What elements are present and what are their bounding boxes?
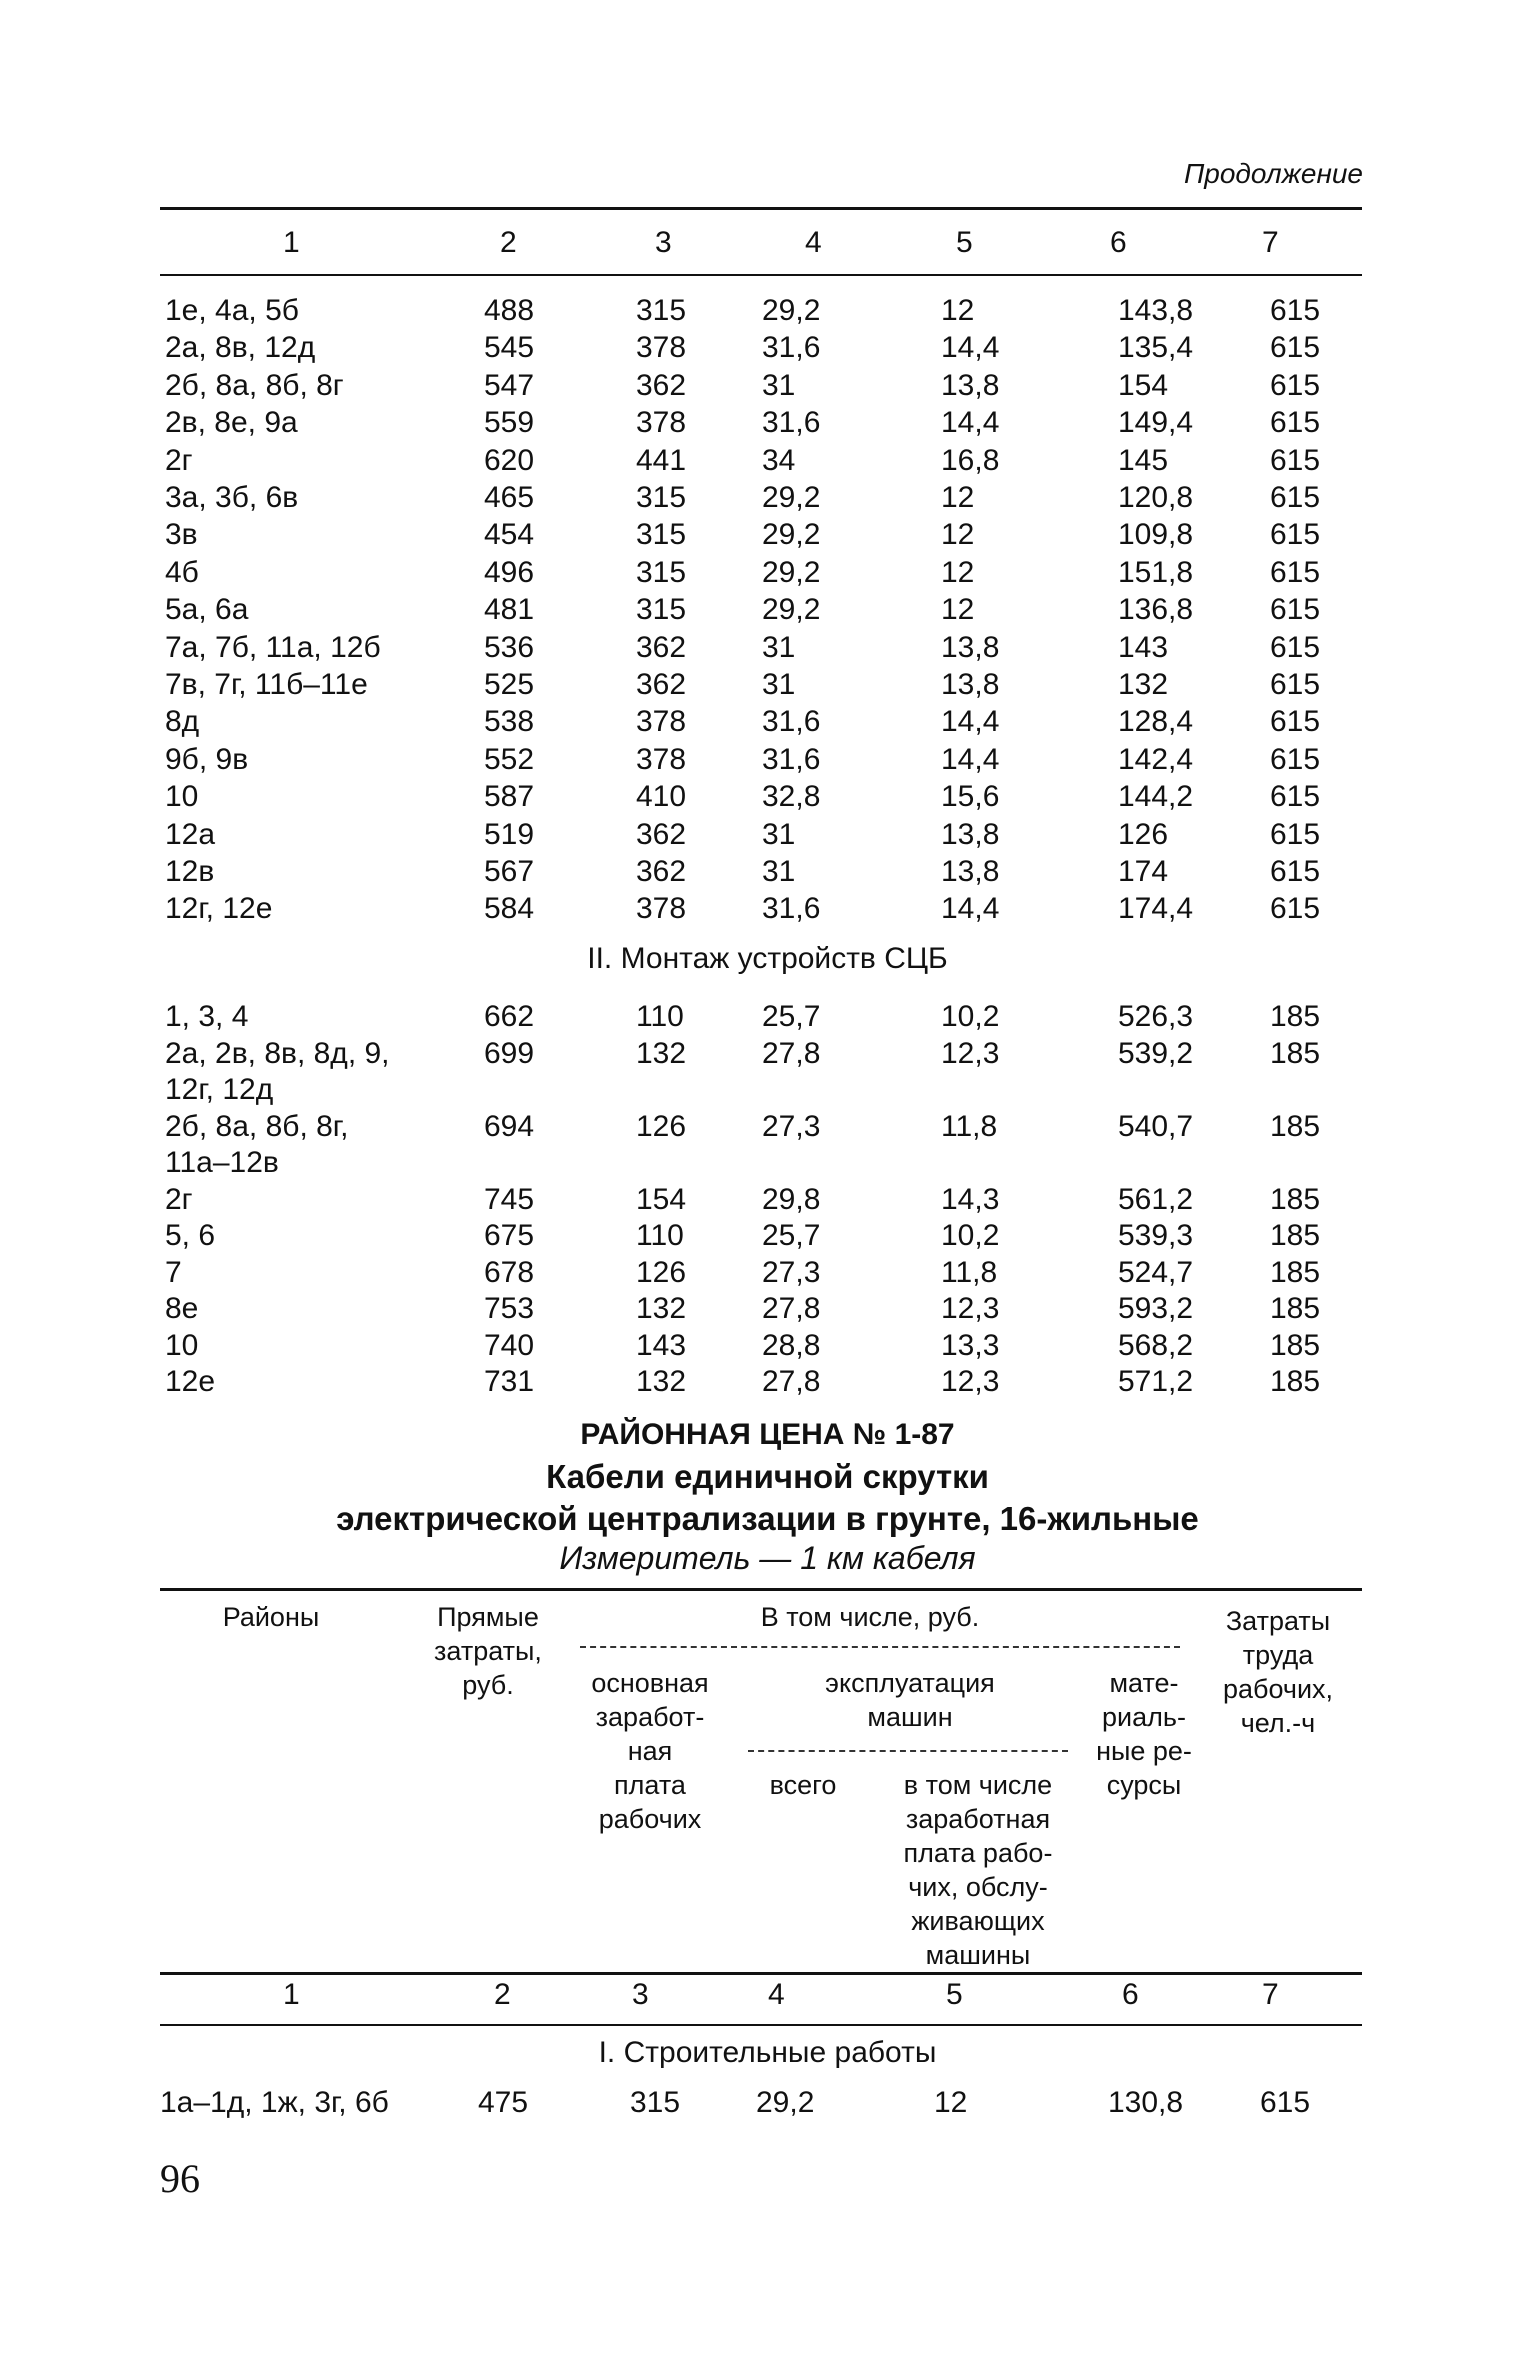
header-districts: Районы: [222, 1602, 320, 1632]
cell-direct: 584: [484, 892, 535, 926]
cell-materials: 561,2: [1118, 1182, 1194, 1216]
cell-machine-wage: 14,4: [941, 892, 1000, 926]
cell-labor: 615: [1270, 481, 1321, 514]
cell-wage: 378: [636, 742, 687, 776]
cell-district: 12е: [165, 1365, 216, 1398]
cell-direct: 587: [484, 780, 535, 814]
cell-machine-total: 29,2: [762, 294, 821, 327]
cell-labor: 185: [1270, 1000, 1321, 1033]
table-top-rule: [160, 207, 1362, 210]
cell-labor: 615: [1270, 368, 1321, 402]
cell-district: 1, 3, 4: [165, 1000, 249, 1033]
header-incl-wage: в том числе заработная плата рабо- чих, обслу- живающих машины: [903, 1770, 1053, 1970]
table-row: [0, 404, 1535, 442]
cell-labor: 185: [1270, 1219, 1321, 1252]
cell-district: 12в: [165, 855, 215, 888]
cell-district: 3а, 3б, 6в: [165, 481, 299, 514]
cell-machine-wage: 13,8: [941, 368, 1000, 402]
cell-machine-total: 28,8: [762, 1328, 821, 1362]
t2-col-num-1: 1: [283, 1978, 300, 2011]
cell-materials: 174: [1118, 855, 1169, 888]
cell-machine-total: 31: [762, 668, 796, 701]
cell-labor: 615: [1270, 742, 1321, 776]
table-row: [0, 2084, 1535, 2122]
table-row: [0, 666, 1535, 704]
cell-wage: 362: [636, 817, 687, 851]
cell-district: 9б, 9в: [165, 742, 249, 776]
cell-labor: 615: [1270, 705, 1321, 739]
cell-machine-total: 31: [762, 855, 796, 888]
cell-district: 10: [165, 780, 199, 814]
table-row: [0, 1181, 1535, 1219]
cell-direct: 536: [484, 630, 535, 664]
cell-materials: 130,8: [1108, 2086, 1184, 2119]
cell-direct: 545: [484, 331, 535, 365]
t2-col-num-5: 5: [946, 1978, 963, 2011]
cell-machine-total: 27,8: [762, 1036, 821, 1070]
t2-col-num-6: 6: [1122, 1978, 1139, 2011]
cell-machine-total: 27,8: [762, 1292, 821, 1325]
table-row: [0, 703, 1535, 741]
table-row: [0, 292, 1535, 330]
table-row: [0, 479, 1535, 517]
cell-direct: 475: [478, 2086, 529, 2119]
cell-machine-wage: 14,4: [941, 705, 1000, 739]
cell-labor: 615: [1260, 2086, 1311, 2119]
cell-materials: 109,8: [1118, 518, 1194, 552]
table2-column-number-row: [0, 1976, 1535, 2014]
header-direct-costs: Прямые затраты, руб.: [434, 1602, 542, 1700]
page-number: 96: [160, 2156, 200, 2201]
cell-wage: 132: [636, 1365, 687, 1398]
cell-district: 10: [165, 1328, 199, 1362]
table-row: [0, 853, 1535, 891]
header-divider-2: [748, 1750, 1068, 1752]
cell-district: 12г, 12е: [165, 892, 273, 926]
cell-district: 7в, 7г, 11б–11е: [165, 668, 368, 701]
cell-machine-total: 25,7: [762, 1000, 821, 1033]
cell-machine-wage: 13,3: [941, 1328, 1000, 1362]
cell-district: 1е, 4а, 5б: [165, 294, 299, 327]
cell-labor: 185: [1270, 1365, 1321, 1398]
cell-wage: 132: [636, 1292, 687, 1325]
cell-materials: 128,4: [1118, 705, 1194, 739]
header-bottom-rule: [160, 274, 1362, 276]
table2-top-rule: [160, 1588, 1362, 1591]
table-row: [0, 367, 1535, 405]
cell-machine-wage: 13,8: [941, 855, 1000, 888]
cell-machine-total: 31,6: [762, 742, 821, 776]
cell-machine-wage: 12,3: [941, 1365, 1000, 1398]
cell-wage: 441: [636, 443, 687, 477]
cell-machine-wage: 13,8: [941, 630, 1000, 664]
cell-machine-total: 31,6: [762, 892, 821, 926]
cell-district: 2а, 2в, 8в, 8д, 9,: [165, 1036, 390, 1070]
cell-machine-total: 31,6: [762, 406, 821, 440]
cell-wage: 315: [636, 555, 687, 589]
cell-direct: 519: [484, 817, 535, 851]
cell-labor: 615: [1270, 555, 1321, 589]
table-row: [0, 442, 1535, 480]
cell-machine-total: 34: [762, 443, 796, 477]
table-row: [0, 998, 1535, 1036]
cell-wage: 315: [630, 2086, 681, 2119]
cell-wage: 378: [636, 892, 687, 926]
cell-direct: 567: [484, 855, 535, 888]
header-basic-wage: основная заработ- ная плата рабочих: [591, 1668, 709, 1834]
cell-wage: 154: [636, 1182, 687, 1216]
t2-col-num-3: 3: [632, 1978, 649, 2011]
cell-wage: 362: [636, 368, 687, 402]
col-num-4: 4: [805, 226, 822, 259]
cell-machine-wage: 10,2: [941, 1000, 1000, 1033]
price-heading: РАЙОННАЯ ЦЕНА № 1-87: [580, 1418, 955, 1451]
cell-machine-wage: 12: [934, 2086, 968, 2119]
cell-machine-total: 32,8: [762, 780, 821, 814]
cell-machine-wage: 11,8: [941, 1109, 998, 1143]
table-row: [0, 591, 1535, 629]
cell-district: 2б, 8а, 8б, 8г,: [165, 1109, 349, 1143]
col-num-2: 2: [500, 226, 517, 259]
cell-direct: 694: [484, 1109, 535, 1143]
cell-machine-wage: 12,3: [941, 1292, 1000, 1325]
col-num-5: 5: [956, 226, 973, 259]
cell-wage: 362: [636, 668, 687, 701]
cell-wage: 410: [636, 780, 687, 814]
cell-machine-wage: 12: [941, 481, 975, 514]
cell-direct: 481: [484, 593, 535, 627]
cell-labor: 615: [1270, 331, 1321, 365]
cell-machine-total: 29,2: [762, 593, 821, 627]
cell-wage: 126: [636, 1109, 687, 1143]
cell-labor: 615: [1270, 630, 1321, 664]
cell-machine-total: 29,2: [762, 481, 821, 514]
cell-district: 11а–12в: [165, 1146, 279, 1179]
cell-district: 8е: [165, 1292, 199, 1325]
table-row: [0, 1144, 1535, 1182]
cell-direct: 678: [484, 1255, 535, 1289]
cell-machine-total: 29,2: [756, 2086, 815, 2119]
cell-district: 8д: [165, 705, 200, 739]
cell-wage: 110: [636, 1219, 684, 1252]
cell-materials: 126: [1118, 817, 1169, 851]
cell-labor: 615: [1270, 518, 1321, 552]
cell-machine-wage: 14,4: [941, 406, 1000, 440]
cell-machine-total: 29,2: [762, 555, 821, 589]
cell-wage: 132: [636, 1036, 687, 1070]
cell-direct: 488: [484, 294, 535, 327]
t2-col-num-7: 7: [1262, 1978, 1279, 2011]
cell-materials: 142,4: [1118, 742, 1194, 776]
cell-labor: 615: [1270, 443, 1321, 477]
cell-labor: 615: [1270, 668, 1321, 701]
cell-materials: 136,8: [1118, 593, 1194, 627]
header-materials: мате- риаль- ные ре- сурсы: [1096, 1668, 1192, 1800]
cell-materials: 120,8: [1118, 481, 1194, 514]
cell-materials: 149,4: [1118, 406, 1194, 440]
cell-wage: 378: [636, 705, 687, 739]
cell-direct: 620: [484, 443, 535, 477]
cable-subtitle: электрической централизации в грунте, 16-жильные: [336, 1500, 1199, 1537]
cell-labor: 615: [1270, 294, 1321, 327]
cell-materials: 526,3: [1118, 1000, 1194, 1033]
cell-machine-total: 31: [762, 817, 796, 851]
table-row: [0, 778, 1535, 816]
table-row: [0, 629, 1535, 667]
cell-district: 2б, 8а, 8б, 8г: [165, 368, 344, 402]
table-row: [0, 1363, 1535, 1401]
table-row: [0, 1254, 1535, 1292]
cell-direct: 552: [484, 742, 535, 776]
table-row: [0, 1327, 1535, 1365]
header-including: В том числе, руб.: [760, 1602, 980, 1632]
cell-machine-wage: 11,8: [941, 1255, 998, 1289]
cell-wage: 315: [636, 518, 687, 552]
cell-machine-wage: 14,4: [941, 742, 1000, 776]
cell-machine-wage: 12: [941, 593, 975, 627]
cell-wage: 110: [636, 1000, 684, 1033]
cell-district: 12а: [165, 817, 216, 851]
cell-district: 1а–1д, 1ж, 3г, 6б: [160, 2086, 389, 2119]
col-num-1: 1: [283, 226, 300, 259]
cell-machine-total: 27,3: [762, 1109, 821, 1143]
table-row: [0, 1035, 1535, 1073]
cell-machine-wage: 15,6: [941, 780, 1000, 814]
cell-labor: 185: [1270, 1109, 1321, 1143]
cell-district: 2г: [165, 443, 193, 477]
cell-direct: 662: [484, 1000, 535, 1033]
table-row: [0, 1217, 1535, 1255]
cell-direct: 547: [484, 368, 535, 402]
cell-machine-total: 27,3: [762, 1255, 821, 1289]
cell-labor: 185: [1270, 1182, 1321, 1216]
cell-wage: 362: [636, 630, 687, 664]
column-number-row: [0, 224, 1535, 262]
section-2-title: II. Монтаж устройств СЦБ: [587, 942, 948, 975]
cell-materials: 539,2: [1118, 1036, 1194, 1070]
cell-machine-total: 31,6: [762, 705, 821, 739]
t2-col-num-4: 4: [768, 1978, 785, 2011]
cell-machine-wage: 12,3: [941, 1036, 1000, 1070]
cell-machine-total: 29,8: [762, 1182, 821, 1216]
cell-machine-wage: 10,2: [941, 1219, 1000, 1252]
col-num-7: 7: [1262, 226, 1279, 259]
cell-materials: 143,8: [1118, 294, 1194, 327]
cell-direct: 699: [484, 1036, 535, 1070]
cell-materials: 145: [1118, 443, 1169, 477]
cell-materials: 174,4: [1118, 892, 1194, 926]
cell-direct: 675: [484, 1219, 535, 1252]
cell-district: 5а, 6а: [165, 593, 249, 627]
cell-wage: 315: [636, 294, 687, 327]
table2-number-rule: [160, 2024, 1362, 2026]
cell-labor: 615: [1270, 855, 1321, 888]
cell-machine-wage: 12: [941, 518, 975, 552]
table-row: [0, 816, 1535, 854]
cell-materials: 144,2: [1118, 780, 1194, 814]
cell-materials: 135,4: [1118, 331, 1194, 365]
cell-labor: 185: [1270, 1255, 1321, 1289]
cell-direct: 465: [484, 481, 535, 514]
cell-district: 4б: [165, 555, 199, 589]
cell-materials: 132: [1118, 668, 1169, 701]
unit-line: Измеритель — 1 км кабеля: [559, 1540, 976, 1576]
table-row: [0, 1290, 1535, 1328]
cell-wage: 378: [636, 406, 687, 440]
cell-direct: 740: [484, 1328, 535, 1362]
cell-machine-total: 29,2: [762, 518, 821, 552]
table-row: [0, 1071, 1535, 1109]
cell-direct: 496: [484, 555, 535, 589]
cell-machine-wage: 13,8: [941, 817, 1000, 851]
cell-materials: 568,2: [1118, 1328, 1194, 1362]
cell-machine-total: 31,6: [762, 331, 821, 365]
col-num-6: 6: [1110, 226, 1127, 259]
cell-labor: 185: [1270, 1292, 1321, 1325]
cell-district: 2в, 8е, 9а: [165, 406, 298, 440]
header-labor: Затраты труда рабочих, чел.-ч: [1222, 1606, 1334, 1738]
cell-district: 5, 6: [165, 1219, 216, 1252]
cell-district: 12г, 12д: [165, 1073, 274, 1106]
t2-col-num-2: 2: [494, 1978, 511, 2011]
cell-labor: 615: [1270, 780, 1321, 814]
cell-direct: 525: [484, 668, 535, 701]
cell-wage: 362: [636, 855, 687, 888]
section-1-title: I. Строительные работы: [598, 2036, 937, 2069]
cell-labor: 615: [1270, 593, 1321, 627]
cell-machine-wage: 14,4: [941, 331, 1000, 365]
cell-district: 3в: [165, 518, 198, 552]
cell-direct: 731: [484, 1365, 535, 1398]
table-row: [0, 1108, 1535, 1146]
cell-materials: 151,8: [1118, 555, 1194, 589]
cell-wage: 315: [636, 593, 687, 627]
cell-wage: 126: [636, 1255, 687, 1289]
table-row: [0, 554, 1535, 592]
header-total: всего: [769, 1770, 837, 1800]
header-machine-ops: эксплуатация машин: [825, 1668, 995, 1732]
cell-machine-wage: 16,8: [941, 443, 1000, 477]
cell-district: 2г: [165, 1182, 193, 1216]
cell-materials: 540,7: [1118, 1109, 1194, 1143]
cell-direct: 559: [484, 406, 535, 440]
cell-district: 7а, 7б, 11а, 12б: [165, 630, 381, 664]
cell-machine-total: 27,8: [762, 1365, 821, 1398]
cell-materials: 143: [1118, 630, 1169, 664]
cell-materials: 571,2: [1118, 1365, 1194, 1398]
cell-district: 2а, 8в, 12д: [165, 331, 316, 365]
cell-labor: 615: [1270, 406, 1321, 440]
cell-machine-wage: 12: [941, 294, 975, 327]
cell-machine-wage: 14,3: [941, 1182, 1000, 1216]
cell-wage: 315: [636, 481, 687, 514]
cell-materials: 154: [1118, 368, 1169, 402]
table2-header-rule: [160, 1972, 1362, 1975]
table-row: [0, 516, 1535, 554]
table-row: [0, 329, 1535, 367]
cell-machine-wage: 13,8: [941, 668, 1000, 701]
cell-materials: 539,3: [1118, 1219, 1194, 1252]
header-divider-1: [580, 1646, 1180, 1648]
cell-machine-wage: 12: [941, 555, 975, 589]
cell-labor: 615: [1270, 817, 1321, 851]
cell-district: 7: [165, 1255, 182, 1289]
col-num-3: 3: [655, 226, 672, 259]
cell-direct: 745: [484, 1182, 535, 1216]
continuation-label: Продолжение: [1183, 158, 1363, 189]
cell-wage: 378: [636, 331, 687, 365]
cell-labor: 615: [1270, 892, 1321, 926]
cell-labor: 185: [1270, 1036, 1321, 1070]
cell-machine-total: 31: [762, 630, 796, 664]
cell-machine-total: 25,7: [762, 1219, 821, 1252]
cell-direct: 454: [484, 518, 535, 552]
cell-materials: 593,2: [1118, 1292, 1194, 1325]
cell-direct: 753: [484, 1292, 535, 1325]
cell-machine-total: 31: [762, 368, 796, 402]
table-row: [0, 890, 1535, 928]
cell-direct: 538: [484, 705, 535, 739]
cable-title: Кабели единичной скрутки: [546, 1458, 989, 1495]
table-row: [0, 741, 1535, 779]
cell-wage: 143: [636, 1328, 687, 1362]
cell-labor: 185: [1270, 1328, 1321, 1362]
cell-materials: 524,7: [1118, 1255, 1194, 1289]
